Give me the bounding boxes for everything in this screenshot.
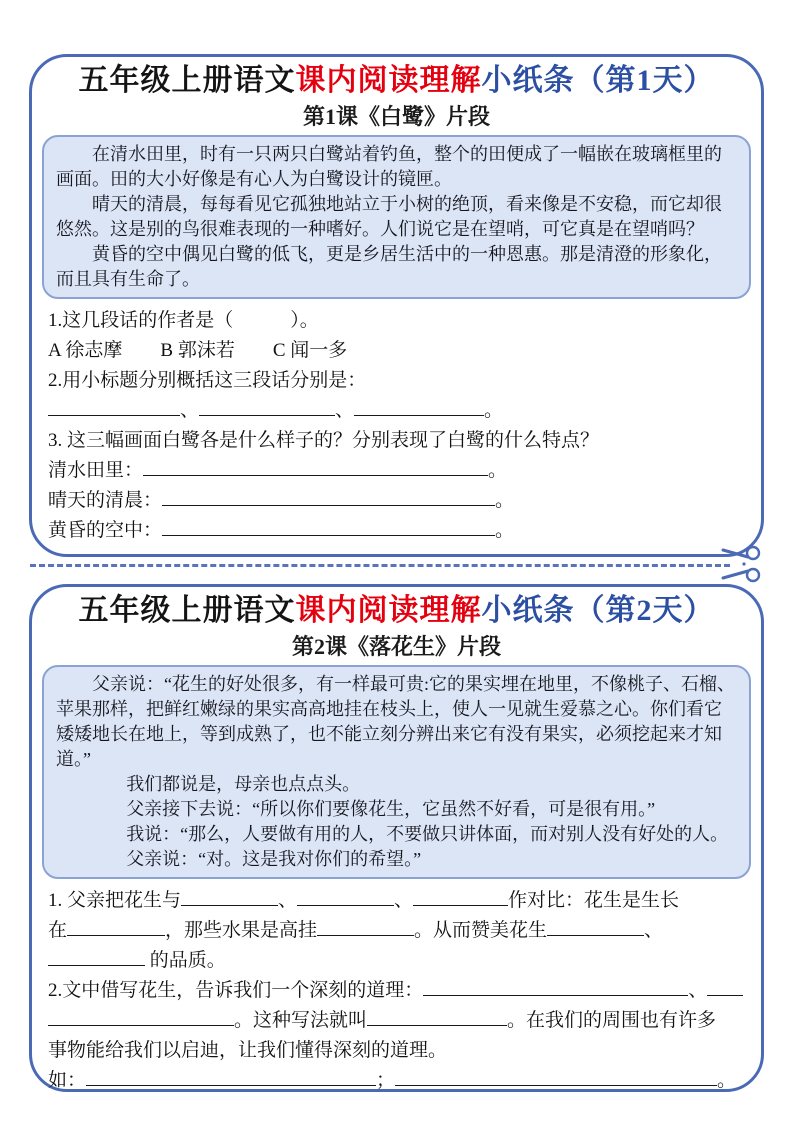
- question-text: ，那些水果是高挂: [165, 920, 318, 941]
- question-text: 、: [394, 890, 414, 911]
- question-2-line-3: [48, 1036, 745, 1066]
- title-day-segment: 小纸条（第1天）: [481, 64, 715, 97]
- question-1-options: A 徐志摩 B 郭沫若 C 闻一多: [48, 340, 348, 361]
- question-text: 。: [484, 400, 504, 421]
- answer-blank[interactable]: [86, 1071, 376, 1086]
- answer-blank[interactable]: [162, 521, 495, 536]
- answer-blank[interactable]: [354, 401, 484, 416]
- title-day-segment: 小纸条（第2天）: [481, 594, 715, 627]
- passage-paragraph: 晴天的清晨，每每看见它孤独地站立于小树的绝顶，看来像是不安稳，而它却很悠然。这是别的鸟很难表现的一种嗜好。人们说它是在望哨，可它真是在望哨吗？: [56, 194, 722, 239]
- question-text: 作对比：花生是生长: [508, 890, 680, 911]
- question-1-line-1: [48, 886, 745, 916]
- question-3: 3. 这三幅画面白鹭各是什么样子的？分别表现了白鹭的什么特点？: [48, 430, 600, 451]
- answer-blank[interactable]: [423, 981, 688, 996]
- question-text: 在: [48, 920, 68, 941]
- question-text: 。: [488, 460, 508, 481]
- cut-line: [30, 564, 730, 567]
- passage-paragraph: 黄昏的空中偶见白鹭的低飞，更是乡居生活中的一种恩惠。那是清澄的形象化，而且具有生命了。: [56, 244, 722, 289]
- question-2: 2.用小标题分别概括这三段话分别是：: [48, 370, 367, 391]
- passage-paragraph: 在清水田里，时有一只两只白鹭站着钓鱼，整个的田便成了一幅嵌在玻璃框里的画面。田的大小好像是有心人为白鹭设计的镜匣。: [56, 144, 722, 189]
- question-text: 晴天的清晨：: [48, 490, 163, 511]
- question-1: 1.这几段话的作者是（ ）。: [48, 310, 319, 331]
- passage-box-luohuasheng: [42, 665, 751, 879]
- worksheet-card-day2: [29, 584, 764, 1092]
- question-3-line-3: [48, 516, 745, 546]
- card2-title: [46, 591, 747, 631]
- question-text: 。从而赞美花生: [414, 920, 548, 941]
- answer-blank[interactable]: [395, 1071, 717, 1086]
- question-text: 。这种写法就叫: [234, 1010, 368, 1031]
- answer-blank[interactable]: [297, 891, 394, 906]
- answer-blank[interactable]: [181, 891, 278, 906]
- question-text: 黄昏的空中：: [48, 520, 163, 541]
- answer-blank[interactable]: [143, 461, 488, 476]
- passage-paragraph: 我说：“那么，人要做有用的人，不要做只讲体面，而对别人没有好处的人。: [126, 824, 729, 844]
- answer-blank[interactable]: [413, 891, 508, 906]
- scissors-icon: [720, 541, 766, 587]
- worksheet-card-day1: [29, 54, 764, 557]
- answer-blank[interactable]: [162, 491, 495, 506]
- card2-subtitle: 第2课《落花生》片段: [291, 634, 501, 659]
- question-text: 。: [717, 1070, 737, 1091]
- passage-paragraph: 我们都说是，母亲也点点头。: [126, 774, 361, 794]
- title-topic-segment: 课内阅读理解: [295, 64, 482, 97]
- passage-paragraph: 父亲说：“花生的好处很多，有一样最可贵:它的果实埋在地里，不像桃子、石榴、苹果那样，把鲜红嫩绿的果实高高地挂在枝头上，使人一见就生爱慕之心。你们看它矮矮地长在地上，等到成熟了，也不能立刻分辨出来它有没有果实，必须挖起来才知道。”: [56, 674, 735, 769]
- answer-blank[interactable]: [707, 981, 743, 996]
- answer-blank[interactable]: [48, 1011, 234, 1026]
- question-text: 、: [335, 400, 355, 421]
- passage-box-bailu: [42, 135, 751, 299]
- card1-title: [46, 61, 747, 101]
- answer-blank[interactable]: [547, 921, 644, 936]
- title-grade-segment: 五年级上册语文: [78, 594, 296, 627]
- answer-blank[interactable]: [48, 951, 145, 966]
- card1-questions: [46, 306, 747, 546]
- question-text: 的品质。: [145, 950, 226, 971]
- answer-blank[interactable]: [48, 401, 180, 416]
- question-2-blanks: [48, 396, 745, 426]
- question-text: 、: [688, 980, 708, 1001]
- title-topic-segment: 课内阅读理解: [295, 594, 482, 627]
- question-text: 2.文中借写花生，告诉我们一个深刻的道理：: [48, 980, 424, 1001]
- question-text: 、: [180, 400, 200, 421]
- answer-blank[interactable]: [67, 921, 165, 936]
- question-2-line-1: [48, 976, 745, 1006]
- question-example-line: [48, 1066, 745, 1096]
- question-3-line-2: [48, 486, 745, 516]
- question-text: 。: [495, 520, 515, 541]
- question-text: 如：: [48, 1070, 87, 1091]
- question-text: 。: [495, 490, 515, 511]
- question-3-line-1: [48, 456, 745, 486]
- question-text: 。在我们的周围也有许多: [507, 1010, 717, 1031]
- question-2-line-2: [48, 1006, 745, 1036]
- question-text: 事物能给我们以启迪，让我们懂得深刻的道理。: [48, 1040, 448, 1061]
- passage-paragraph: 父亲说：“对。这是我对你们的希望。”: [126, 849, 422, 869]
- question-text: 、: [278, 890, 298, 911]
- answer-blank[interactable]: [317, 921, 414, 936]
- question-1-line-3: [48, 946, 745, 976]
- title-grade-segment: 五年级上册语文: [78, 64, 296, 97]
- question-1-line-2: [48, 916, 745, 946]
- question-text: 1. 父亲把花生与: [48, 890, 182, 911]
- passage-paragraph: 父亲接下去说：“所以你们要像花生，它虽然不好看，可是很有用。”: [126, 799, 656, 819]
- question-text: 清水田里：: [48, 460, 144, 481]
- card1-subtitle: 第1课《白鹭》片段: [302, 104, 490, 129]
- card2-questions: [46, 886, 747, 1096]
- answer-blank[interactable]: [199, 401, 335, 416]
- question-text: 、: [644, 920, 664, 941]
- answer-blank[interactable]: [367, 1011, 507, 1026]
- question-text: ；: [376, 1070, 396, 1091]
